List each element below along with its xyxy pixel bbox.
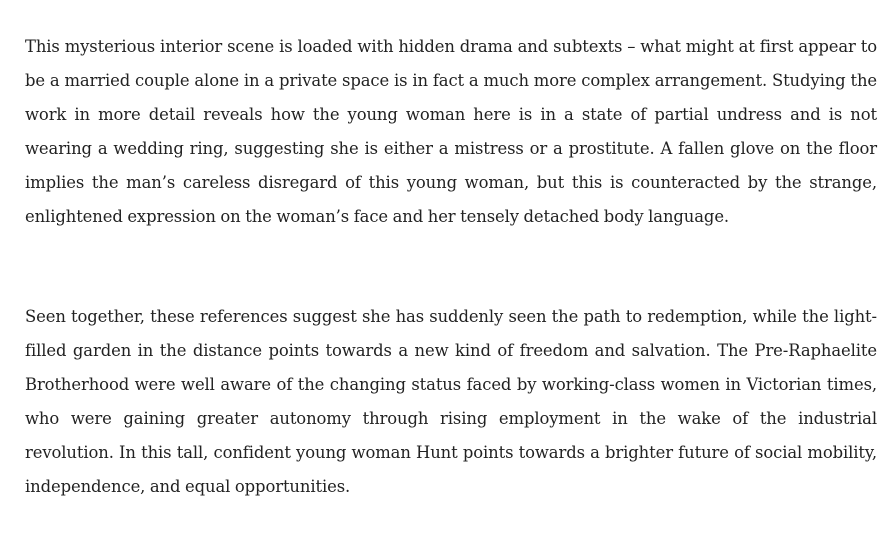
paragraph-redemption: Seen together, these references suggest she has suddenly seen the path to redemption, while the light-filled garden in the distance points towards a new kind of freedom and salvation. The Pre-Raphaelite Brotherhood were well aware of the changing status faced by working-class women in Victorian times, who were gaining greater autonomy through rising employment in the wake of the industrial revolution. In this tall, confident young woman Hunt points towards a brighter future of social mobility, independence, and equal opportunities. (25, 307, 877, 496)
paragraph-interior-scene: This mysterious interior scene is loaded with hidden drama and subtexts – what might at first appear to be a married couple alone in a private space is in fact a much more complex arrangement. Studying the work in more detail reveals how the young woman here is in a state of partial undress and is not wearing a wedding ring, suggesting she is either a mistress or a prostitute. A fallen glove on the floor implies the man’s careless disregard of this young woman, but this is counteracted by the strange, enlightened expression on the woman’s face and her tensely detached body language. (25, 37, 877, 226)
article-body (25, 30, 877, 504)
